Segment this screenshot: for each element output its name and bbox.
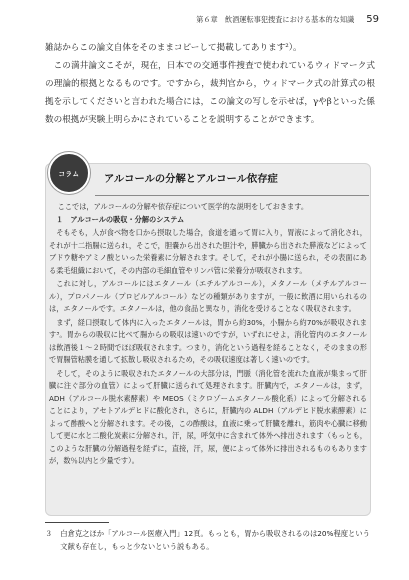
- column-paragraph: まず，経口摂取して体内に入ったエタノールは，胃から約30%，小腸から約70%が吸収されます³。胃からの吸収に比べて腸からの吸収は速いのですが，いずれにせよ，消化管内のエタノールは飲酒後１〜２時間でほぼ吸収されます。つまり，消化という過程を経ることなく，そのままの形で胃腸管粘膜を通して拡散し吸収されるため，その吸収速度は著しく速いのです。: [49, 317, 367, 364]
- footnote: [45, 528, 375, 553]
- section-heading: １ アルコールの吸収・分解のシステム: [56, 214, 185, 224]
- footnote-text: 白倉克之ほか「アルコール医療入門」12頁。もっとも，胃から吸収されるのは20%程度という文献も存在し，もっと少ないという説もある。: [60, 529, 370, 551]
- column-title-rule: [95, 195, 369, 196]
- column-body: [49, 201, 367, 468]
- column-paragraph: そして，そのように吸収されたエタノールの大部分は，門脈（消化管を流れた血液が集まって肝臓に注ぐ部分の血管）によって肝臓に送られて処理されます。肝臓内で，エタノールは，まず，ADH（アルコール脱水素酵素）や MEOS（ミクロゾームエタノール酸化系）によって分解されることにより，アセトアルデヒドに酸化され，さらに，肝臓内の ALDH（アルデヒド脱水素酵素）によって酢酸へと分解されます。その後，この酢酸は，血液に乗って肝臓を離れ，筋肉や心臓に移動して更に水と二酸化炭素に分解され，汗，尿，呼気中に含まれて体外へ排出されます（もっとも，このような肝臓の分解過程を経ずに，直接，汗，尿，便によって体外に排出されるものもありますが，数％以内と少量です）。: [49, 368, 367, 465]
- column-paragraph: そもそも，人が食べ物を口から摂取した場合，食道を通って胃に入り，胃液によって消化され，それが十二指腸に送られ，そこで，胆嚢から出された胆汁や，膵臓から出された膵液などによってブドウ糖やアミノ酸といった栄養素に分解されます。そして，それが小腸に送られ，その表面にある柔毛組織において，その内部の毛細血管やリンパ管に栄養分が吸収されます。: [49, 228, 367, 275]
- column-paragraph: これに対し，アルコールにはエタノール（エチルアルコール），メタノール（メチルアルコール），プロパノール（プロピルアルコール）などの種類がありますが，一般に飲酒に用いられるのは，エタノールです。エタノールは，他の食品と異なり，消化を受けることなく吸収されます。: [49, 279, 367, 313]
- running-header: [196, 14, 379, 28]
- footnote-rule: [45, 522, 109, 523]
- body-paragraph: 雑誌からこの論文自体をそのままコピーして掲載してあります²）。: [45, 43, 302, 53]
- column-badge: [48, 152, 90, 194]
- column-title: アルコールの分解とアルコール依存症: [104, 173, 278, 185]
- main-text: [45, 39, 375, 129]
- chapter-title: 第６章 飲酒運転事犯捜査における基本的な知識: [196, 15, 355, 24]
- body-paragraph: この満井論文こそが，現在，日本での交通事件捜査で使われているウィドマーク式の理論的根拠となるものです。ですから，裁判官から，ウィドマーク式の計算式の根拠を示してくださいと言われた場合には，この論文の写しを示せば，γやβといった係数の根拠が実験上明らかにされていることを説明することができます。: [45, 61, 375, 125]
- page-number: 59: [366, 14, 379, 25]
- footnote-number: ３: [45, 529, 53, 538]
- column-lead: ここでは，アルコールの分解や依存症について医学的な説明をしておきます。: [57, 202, 309, 211]
- column-badge-label: コラム: [58, 169, 80, 178]
